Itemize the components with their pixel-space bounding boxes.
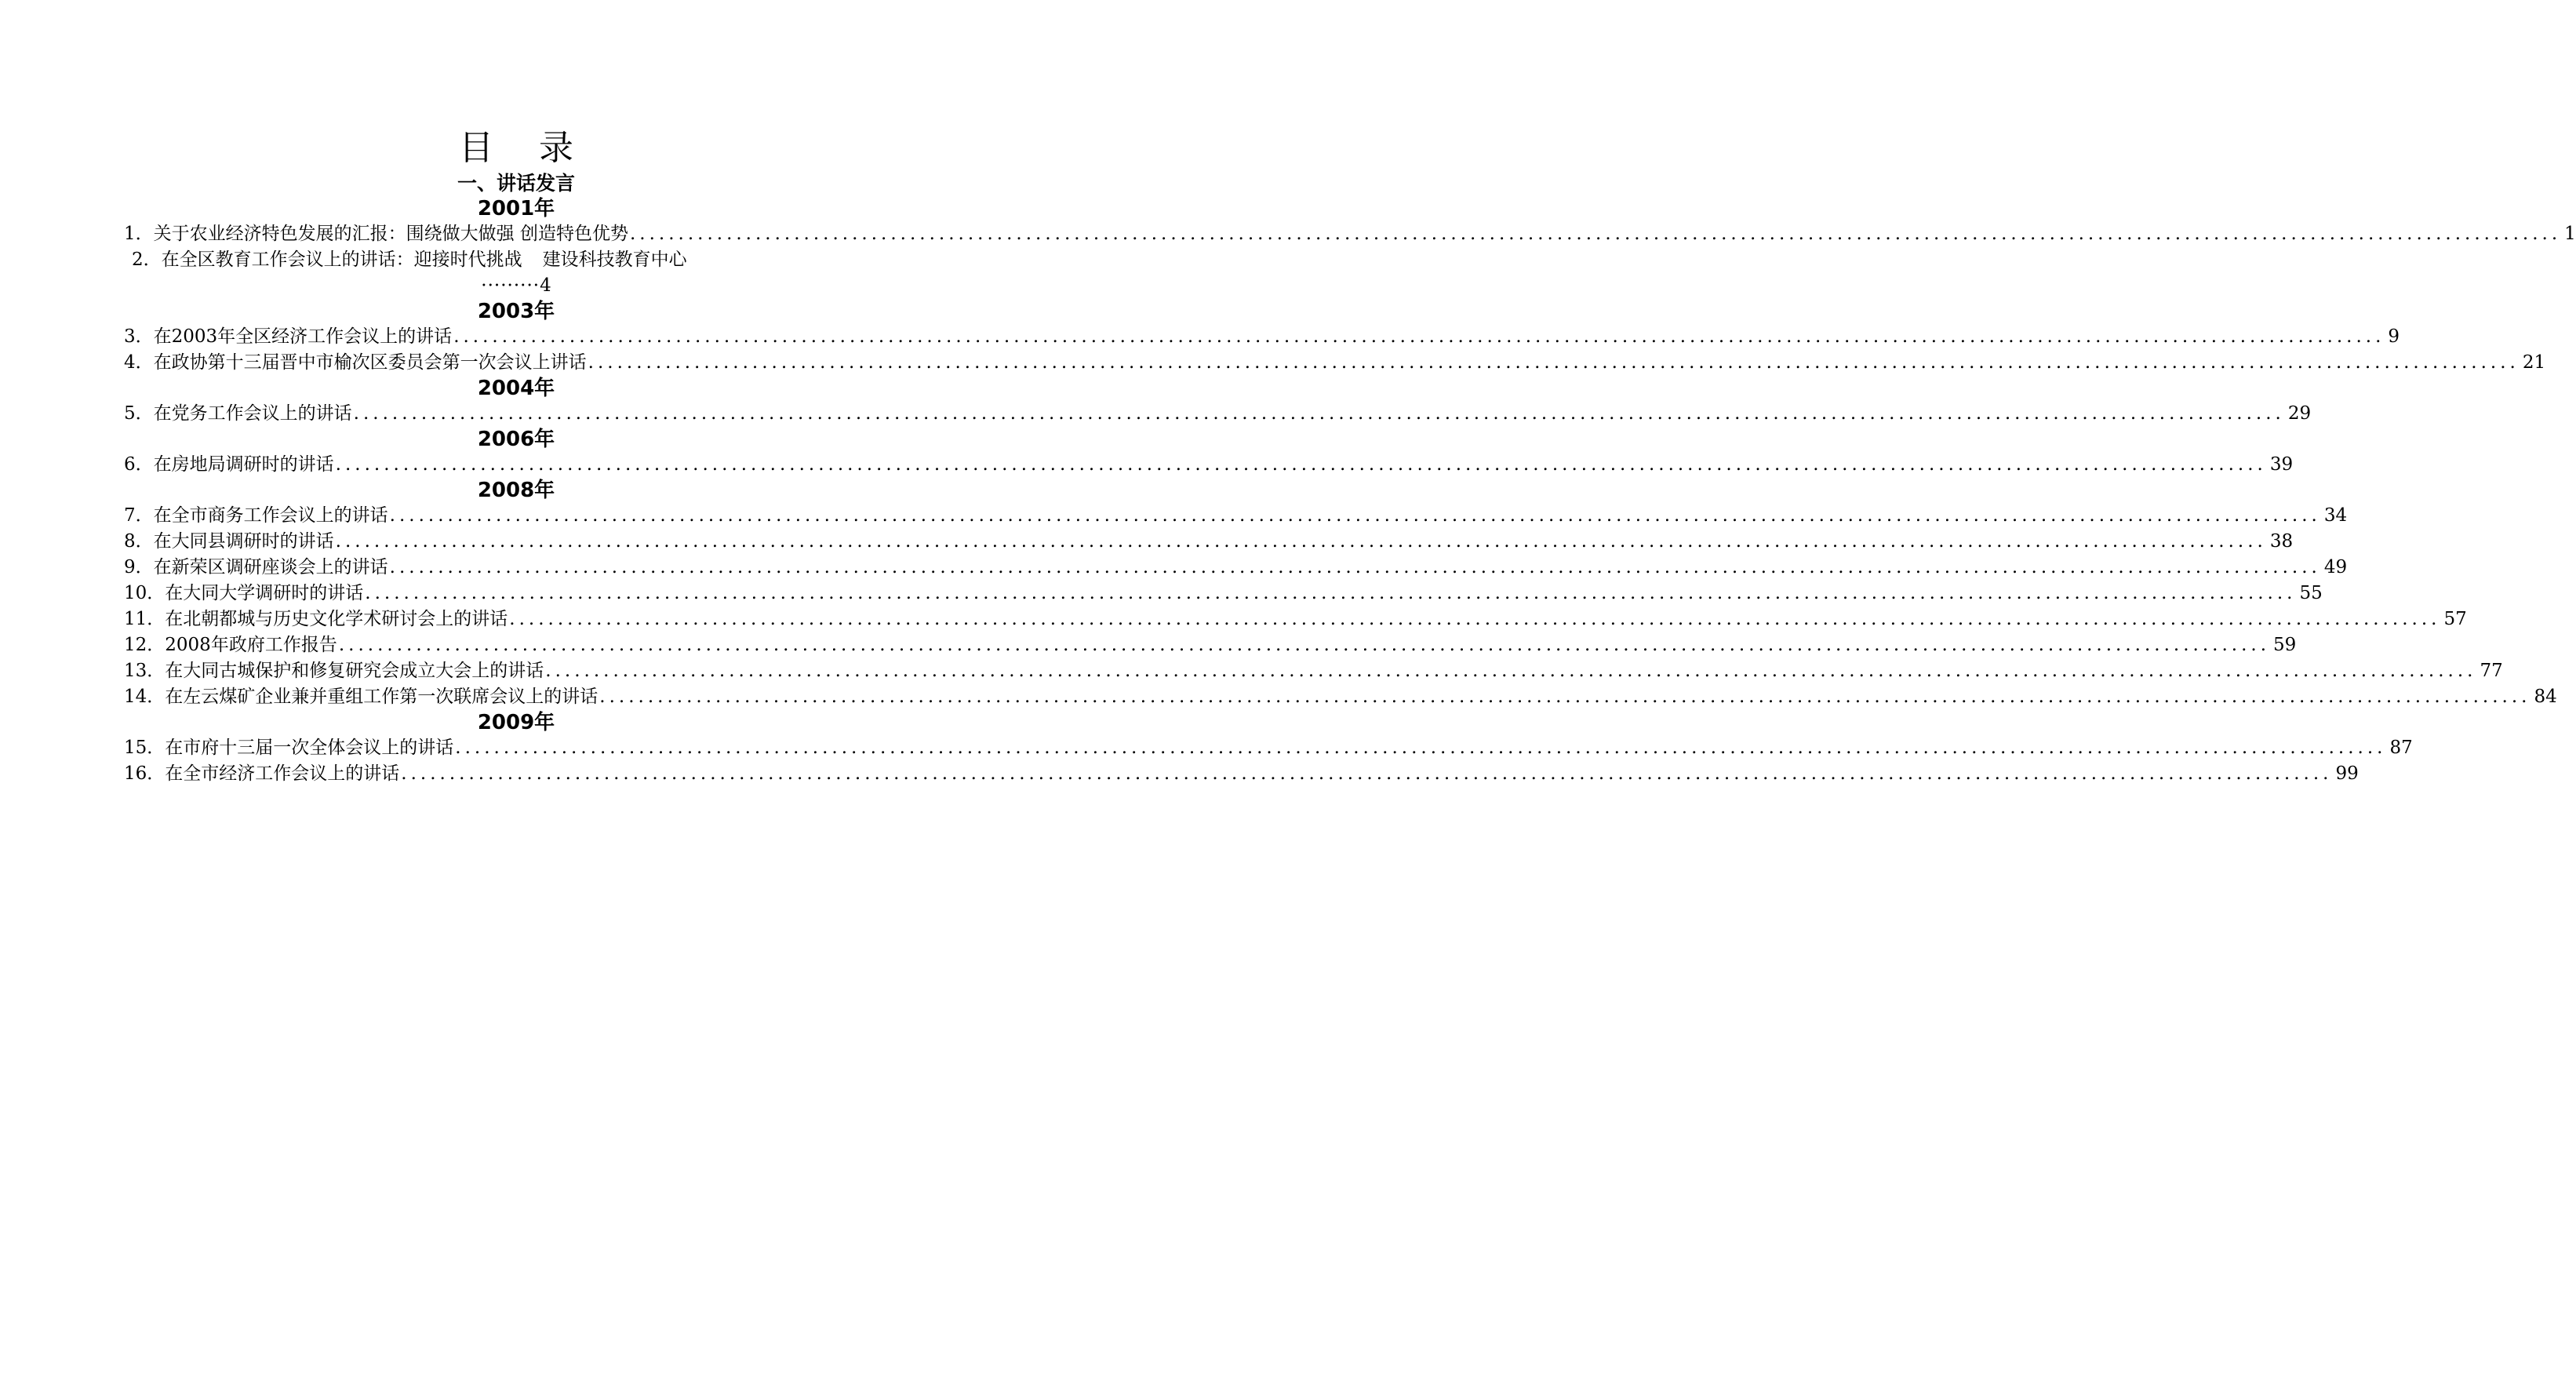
entry-number: 11．	[124, 609, 166, 629]
toc-entry-1[interactable]	[124, 221, 2576, 247]
entry-title: 在新荣区调研座谈会上的讲话	[153, 557, 388, 577]
toc-entry-7[interactable]	[124, 503, 2348, 529]
entry-page-number: 84	[2534, 687, 2557, 707]
year-heading-2008: 2008年	[477, 479, 555, 502]
entry-title: 在党务工作会议上的讲话	[153, 403, 352, 424]
entry-title: 在左云煤矿企业兼并重组工作第一次联席会议上的讲话	[165, 687, 599, 707]
dot-leader: ·········	[481, 275, 540, 296]
entry-title: 在政协第十三届晋中市榆次区委员会第一次会议上讲话	[153, 352, 587, 373]
toc-entry-14[interactable]	[124, 684, 2557, 710]
entry-number: 4．	[124, 352, 154, 373]
entry-page-number: 39	[2269, 454, 2294, 475]
dot-leader: ........................................................................................................................................................................................................	[389, 505, 2321, 526]
entry-title: 2008年政府工作报告	[165, 635, 337, 655]
year-heading-2003: 2003年	[477, 300, 555, 323]
entry-number: 5．	[124, 403, 154, 424]
entry-number: 6．	[124, 454, 154, 475]
year-heading-2004: 2004年	[477, 377, 555, 400]
toc-entry-15[interactable]	[124, 735, 2413, 761]
entry-number: 3．	[124, 326, 154, 347]
dot-leader: ........................................................................................................................................................................................................	[389, 557, 2321, 577]
entry-title: 在北朝都城与历史文化学术研讨会上的讲话	[165, 609, 508, 629]
toc-entry-8[interactable]	[124, 529, 2294, 555]
dot-leader: ........................................................................................................................................................................................................	[365, 583, 2297, 603]
dot-leader: ........................................................................................................................................................................................................	[509, 609, 2441, 629]
entry-number: 16．	[124, 763, 166, 784]
dot-leader: ........................................................................................................................................................................................................	[335, 531, 2267, 552]
dot-leader: ........................................................................................................................................................................................................	[335, 454, 2267, 475]
dot-leader: ........................................................................................................................................................................................................	[353, 403, 2285, 424]
dot-leader: ........................................................................................................................................................................................................	[453, 326, 2385, 347]
toc-entry-11[interactable]	[124, 607, 2467, 632]
toc-entry-3[interactable]	[124, 324, 2400, 350]
entry-page-number: 59	[2273, 635, 2297, 655]
year-heading-2009: 2009年	[477, 711, 555, 734]
dot-leader: ........................................................................................................................................................................................................	[338, 635, 2271, 655]
toc-entry-6[interactable]	[124, 452, 2294, 478]
entry-number: 7．	[124, 505, 154, 526]
entry-title: 在全市商务工作会议上的讲话	[153, 505, 388, 526]
entry-title-continued: 建设科技教育中心	[542, 250, 687, 270]
entry-page-number: 29	[2287, 403, 2312, 424]
entry-page-number: 49	[2323, 557, 2348, 577]
year-heading-2001: 2001年	[477, 197, 555, 220]
entry-number: 9．	[124, 557, 154, 577]
toc-entry-5[interactable]	[124, 401, 2312, 427]
entry-number: 1．	[124, 224, 154, 244]
entry-page-number: 57	[2443, 609, 2467, 629]
toc-entry-2[interactable]	[124, 247, 908, 299]
entry-title: 在2003年全区经济工作会议上的讲话	[153, 326, 453, 347]
section-heading: 一、讲话发言	[457, 172, 575, 195]
toc-entry-10[interactable]	[124, 581, 2323, 607]
entry-page-number: 21	[2522, 352, 2546, 373]
toc-entry-13[interactable]	[124, 658, 2503, 684]
entry-title: 在大同大学调研时的讲话	[165, 583, 364, 603]
entry-page-number: 1	[2564, 224, 2576, 244]
entry-title: 关于农业经济特色发展的汇报：围绕做大做强 创造特色优势	[153, 224, 628, 244]
entry-title: 在房地局调研时的讲话	[153, 454, 334, 475]
toc-entry-4[interactable]	[124, 350, 2546, 376]
entry-title: 在全市经济工作会议上的讲话	[165, 763, 400, 784]
entry-title: 在市府十三届一次全体会议上的讲话	[165, 738, 454, 758]
entry-page-number: 4	[540, 275, 551, 296]
entry-title: 在全区教育工作会议上的讲话：迎接时代挑战	[161, 250, 522, 270]
entry-page-number: 99	[2335, 763, 2359, 784]
dot-leader: ........................................................................................................................................................................................................	[545, 661, 2477, 681]
entry-page-number: 38	[2269, 531, 2294, 552]
entry-page-number: 9	[2388, 326, 2400, 347]
year-heading-2006: 2006年	[477, 428, 555, 451]
toc-title: 目 录	[459, 128, 591, 168]
entry-number: 15．	[124, 738, 166, 758]
entry-page-number: 55	[2299, 583, 2323, 603]
dot-leader: ........................................................................................................................................................................................................	[588, 352, 2520, 373]
entry-number: 13．	[124, 661, 166, 681]
entry-page-number: 34	[2323, 505, 2348, 526]
dot-leader: ........................................................................................................................................................................................................	[401, 763, 2333, 784]
toc-entry-9[interactable]	[124, 555, 2348, 581]
entry-page-number: 87	[2389, 738, 2413, 758]
entry-number: 8．	[124, 531, 154, 552]
table-of-contents	[124, 126, 2576, 787]
dot-leader: ........................................................................................................................................................................................................	[599, 687, 2531, 707]
dot-leader: ........................................................................................................................................................................................................	[455, 738, 2387, 758]
entry-number: 12．	[124, 635, 166, 655]
entry-number: 14．	[124, 687, 166, 707]
toc-entry-16[interactable]	[124, 761, 2359, 787]
entry-number: 2．	[132, 250, 162, 270]
dot-leader: ........................................................................................................................................................................................................	[629, 224, 2562, 244]
toc-entry-12[interactable]	[124, 632, 2297, 658]
entry-title: 在大同古城保护和修复研究会成立大会上的讲话	[165, 661, 544, 681]
entry-title: 在大同县调研时的讲话	[153, 531, 334, 552]
entry-page-number: 77	[2480, 661, 2503, 681]
entry-number: 10．	[124, 583, 166, 603]
